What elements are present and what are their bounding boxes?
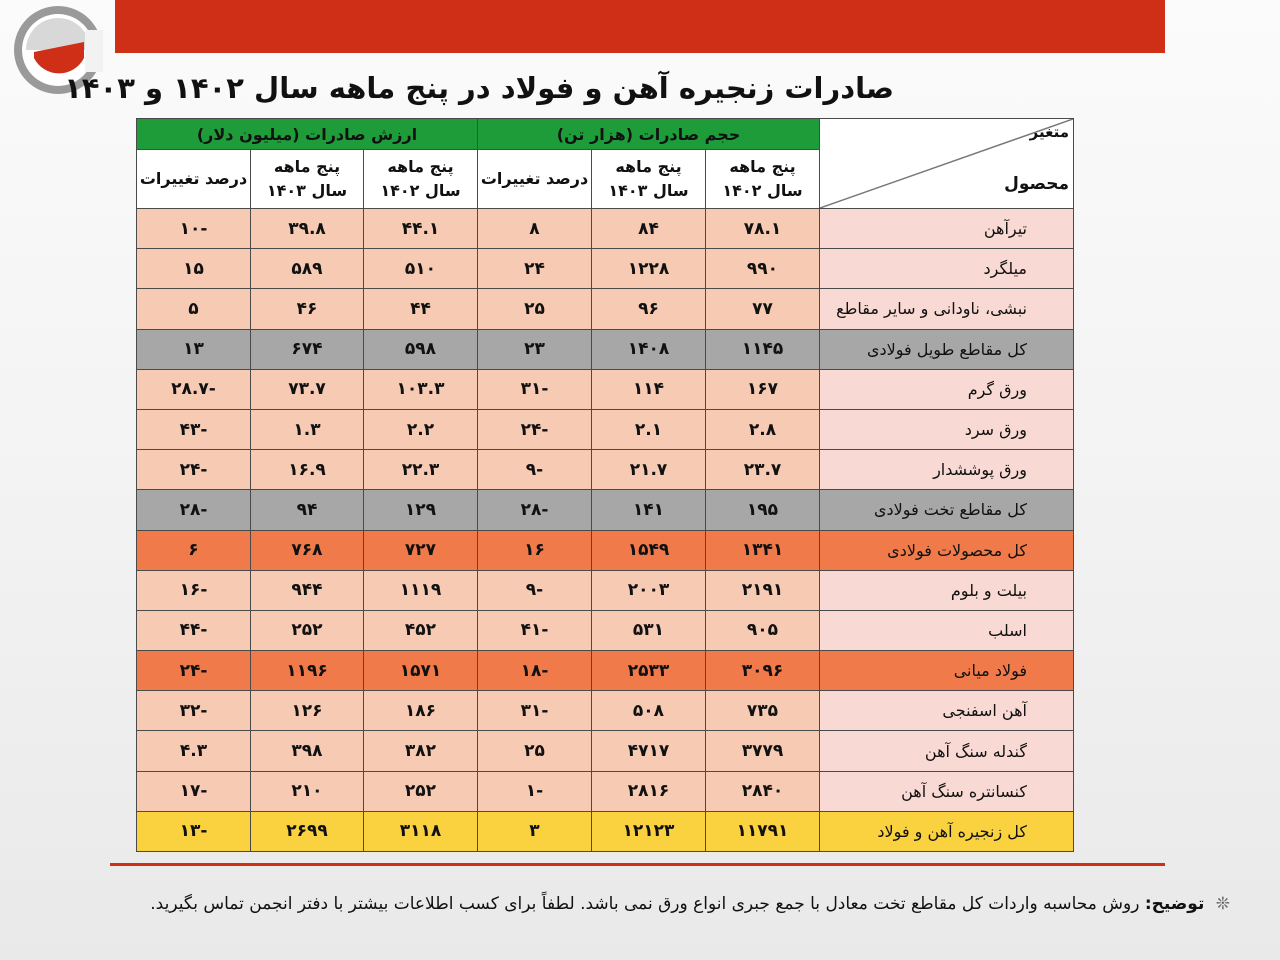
vol-change-cell: -۹	[478, 570, 592, 610]
footnote	[70, 894, 1230, 914]
product-cell: میلگرد	[820, 249, 1074, 289]
page-title: صادرات زنجیره آهن و فولاد در پنج ماهه سال ۱۴۰۲ و ۱۴۰۳	[64, 71, 894, 105]
product-cell: نبشی، ناودانی و سایر مقاطع	[820, 289, 1074, 329]
vol-1402-cell: ۷۸.۱	[706, 209, 820, 249]
product-cell: کل مقاطع طویل فولادی	[820, 329, 1074, 369]
vol-1403-cell: ۲۰۰۳	[592, 570, 706, 610]
product-cell: اسلب	[820, 610, 1074, 650]
vol-change-cell: -۱۸	[478, 651, 592, 691]
val-change-cell: -۲۴	[137, 450, 251, 490]
val-1402-cell: ۳۸۲	[364, 731, 478, 771]
product-cell: کل محصولات فولادی	[820, 530, 1074, 570]
val-1403-cell: ۱۱۹۶	[251, 651, 364, 691]
val-1403-cell: ۶۷۴	[251, 329, 364, 369]
val-1402-cell: ۷۲۷	[364, 530, 478, 570]
vol-1402-cell: ۷۷	[706, 289, 820, 329]
vol-change-cell: ۳	[478, 811, 592, 851]
vol-1403-cell: ۲۸۱۶	[592, 771, 706, 811]
vol-change-cell: ۲۴	[478, 249, 592, 289]
product-cell: ورق گرم	[820, 369, 1074, 409]
vol-1402-cell: ۱۹۵	[706, 490, 820, 530]
val-1403-cell: ۹۴	[251, 490, 364, 530]
table-row	[137, 651, 1074, 691]
val-1402-cell: ۲۵۲	[364, 771, 478, 811]
vol-1403-cell: ۱۴۰۸	[592, 329, 706, 369]
vol-change-cell: -۹	[478, 450, 592, 490]
product-cell: ورق سرد	[820, 409, 1074, 449]
vol-1403-cell: ۱۵۴۹	[592, 530, 706, 570]
vol-1403-cell: ۹۶	[592, 289, 706, 329]
vol-1402-cell: ۱۳۴۱	[706, 530, 820, 570]
vol-1403-cell: ۵۰۸	[592, 691, 706, 731]
val-1402-cell: ۵۱۰	[364, 249, 478, 289]
val-change-cell: ۶	[137, 530, 251, 570]
vol-1402-cell: ۹۰۵	[706, 610, 820, 650]
product-cell: آهن اسفنجی	[820, 691, 1074, 731]
table-row	[137, 450, 1074, 490]
vol-1402-header: پنج ماهه سال ۱۴۰۲	[706, 150, 820, 209]
val-1403-cell: ۱۲۶	[251, 691, 364, 731]
product-cell: فولاد میانی	[820, 651, 1074, 691]
vol-change-cell: -۲۴	[478, 409, 592, 449]
val-1402-cell: ۲.۲	[364, 409, 478, 449]
val-change-cell: ۱۵	[137, 249, 251, 289]
val-1402-cell: ۱۰۳.۳	[364, 369, 478, 409]
val-change-header: درصد تغییرات	[137, 150, 251, 209]
val-change-cell: -۴۳	[137, 409, 251, 449]
val-1403-cell: ۴۶	[251, 289, 364, 329]
val-1402-cell: ۲۲.۳	[364, 450, 478, 490]
product-cell: تیرآهن	[820, 209, 1074, 249]
val-1402-header: پنج ماهه سال ۱۴۰۲	[364, 150, 478, 209]
table-row	[137, 530, 1074, 570]
exports-table	[136, 118, 1074, 852]
vol-1403-cell: ۱۲۱۲۳	[592, 811, 706, 851]
val-change-cell: -۲۸	[137, 490, 251, 530]
footnote-label: توضیح:	[1144, 894, 1205, 914]
vol-change-cell: ۲۵	[478, 731, 592, 771]
table-row	[137, 289, 1074, 329]
vol-1402-cell: ۲.۸	[706, 409, 820, 449]
val-change-cell: -۱۰	[137, 209, 251, 249]
vol-change-cell: -۳۱	[478, 369, 592, 409]
vol-1402-cell: ۷۳۵	[706, 691, 820, 731]
val-1402-cell: ۱۱۱۹	[364, 570, 478, 610]
vol-change-cell: -۲۸	[478, 490, 592, 530]
val-1403-cell: ۲۱۰	[251, 771, 364, 811]
product-cell: کنسانتره سنگ آهن	[820, 771, 1074, 811]
val-change-cell: -۴۴	[137, 610, 251, 650]
table-row	[137, 731, 1074, 771]
val-change-cell: -۱۳	[137, 811, 251, 851]
val-1403-cell: ۵۸۹	[251, 249, 364, 289]
product-cell: کل مقاطع تخت فولادی	[820, 490, 1074, 530]
val-change-cell: -۲۴	[137, 651, 251, 691]
vol-1403-cell: ۴۷۱۷	[592, 731, 706, 771]
table-body	[137, 209, 1074, 852]
vol-change-header: درصد تغییرات	[478, 150, 592, 209]
val-1403-cell: ۲۵۲	[251, 610, 364, 650]
vol-1402-cell: ۱۶۷	[706, 369, 820, 409]
product-label: محصول	[1004, 174, 1069, 194]
val-1403-header: پنج ماهه سال ۱۴۰۳	[251, 150, 364, 209]
vol-change-cell: -۴۱	[478, 610, 592, 650]
table-row	[137, 369, 1074, 409]
table-row	[137, 570, 1074, 610]
product-cell: گندله سنگ آهن	[820, 731, 1074, 771]
val-change-cell: ۵	[137, 289, 251, 329]
vol-change-cell: ۲۳	[478, 329, 592, 369]
table-row	[137, 329, 1074, 369]
vol-change-cell: ۸	[478, 209, 592, 249]
product-cell: بیلت و بلوم	[820, 570, 1074, 610]
vol-1403-header: پنج ماهه سال ۱۴۰۳	[592, 150, 706, 209]
table-row	[137, 490, 1074, 530]
val-change-cell: -۲۸.۷	[137, 369, 251, 409]
val-1402-cell: ۴۵۲	[364, 610, 478, 650]
corner-header-cell	[820, 119, 1074, 209]
value-group-header: ارزش صادرات (میلیون دلار)	[137, 119, 478, 150]
val-change-cell: ۱۳	[137, 329, 251, 369]
product-cell: ورق پوششدار	[820, 450, 1074, 490]
val-change-cell: -۱۶	[137, 570, 251, 610]
val-change-cell: ۴.۳	[137, 731, 251, 771]
val-1402-cell: ۱۲۹	[364, 490, 478, 530]
table-row	[137, 249, 1074, 289]
volume-group-header: حجم صادرات (هزار تن)	[478, 119, 820, 150]
vol-1403-cell: ۲۵۳۳	[592, 651, 706, 691]
vol-1402-cell: ۲۸۴۰	[706, 771, 820, 811]
vol-1403-cell: ۵۳۱	[592, 610, 706, 650]
table-row	[137, 209, 1074, 249]
vol-1403-cell: ۸۴	[592, 209, 706, 249]
vol-1402-cell: ۹۹۰	[706, 249, 820, 289]
val-change-cell: -۳۲	[137, 691, 251, 731]
table-row	[137, 610, 1074, 650]
product-cell: کل زنجیره آهن و فولاد	[820, 811, 1074, 851]
val-1402-cell: ۴۴.۱	[364, 209, 478, 249]
table-row	[137, 691, 1074, 731]
val-change-cell: -۱۷	[137, 771, 251, 811]
vol-1402-cell: ۲۳.۷	[706, 450, 820, 490]
vol-1402-cell: ۱۱۷۹۱	[706, 811, 820, 851]
vol-1403-cell: ۱۱۴	[592, 369, 706, 409]
val-1403-cell: ۷۳.۷	[251, 369, 364, 409]
header-bar	[115, 0, 1165, 53]
table-row	[137, 409, 1074, 449]
vol-change-cell: -۳۱	[478, 691, 592, 731]
vol-1402-cell: ۳۰۹۶	[706, 651, 820, 691]
vol-1402-cell: ۲۱۹۱	[706, 570, 820, 610]
vol-change-cell: ۲۵	[478, 289, 592, 329]
val-1402-cell: ۱۵۷۱	[364, 651, 478, 691]
val-1402-cell: ۱۸۶	[364, 691, 478, 731]
val-1403-cell: ۷۶۸	[251, 530, 364, 570]
footer-rule	[110, 863, 1165, 866]
val-1403-cell: ۲۶۹۹	[251, 811, 364, 851]
vol-1403-cell: ۱۲۲۸	[592, 249, 706, 289]
table-row	[137, 771, 1074, 811]
vol-1402-cell: ۱۱۴۵	[706, 329, 820, 369]
val-1403-cell: ۳۹.۸	[251, 209, 364, 249]
footnote-text: روش محاسبه واردات کل مقاطع تخت معادل با جمع جبری انواع ورق نمی باشد. لطفاً برای کسب اطلاعات بیشتر با دفتر انجمن تماس بگیرید.	[150, 894, 1140, 914]
val-1403-cell: ۹۴۴	[251, 570, 364, 610]
vol-change-cell: ۱۶	[478, 530, 592, 570]
vol-change-cell: -۱	[478, 771, 592, 811]
vol-1403-cell: ۱۴۱	[592, 490, 706, 530]
variable-label: متغیر	[1029, 123, 1069, 141]
val-1402-cell: ۳۱۱۸	[364, 811, 478, 851]
vol-1402-cell: ۳۷۷۹	[706, 731, 820, 771]
vol-1403-cell: ۲۱.۷	[592, 450, 706, 490]
val-1403-cell: ۳۹۸	[251, 731, 364, 771]
table-row	[137, 811, 1074, 851]
val-1403-cell: ۱.۳	[251, 409, 364, 449]
val-1402-cell: ۵۹۸	[364, 329, 478, 369]
vol-1403-cell: ۲.۱	[592, 409, 706, 449]
val-1403-cell: ۱۶.۹	[251, 450, 364, 490]
asterisk-icon: ❊	[1215, 894, 1230, 914]
val-1402-cell: ۴۴	[364, 289, 478, 329]
